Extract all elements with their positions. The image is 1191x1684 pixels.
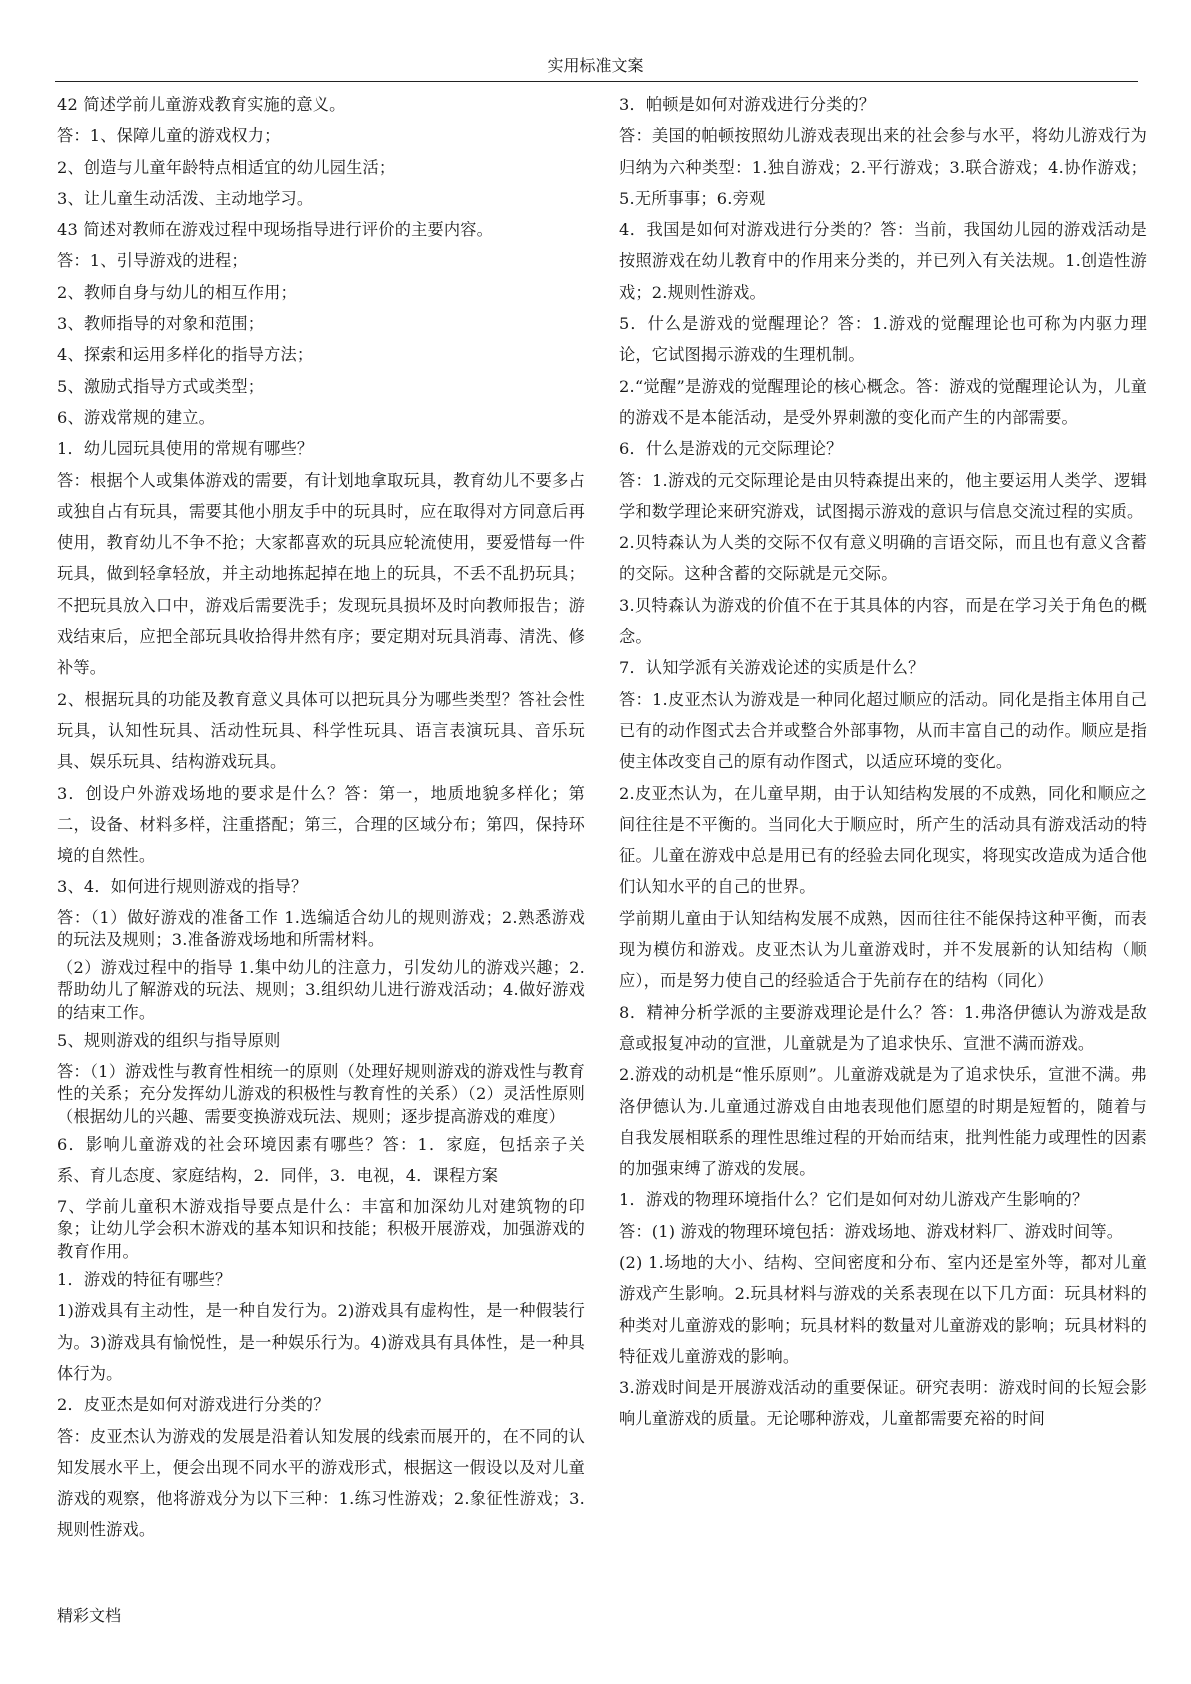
paragraph: 答：根据个人或集体游戏的需要，有计划地拿取玩具，教育幼儿不要多占或独自占有玩具，需要其他小朋友手中的玩具时，应在取得对方同意后再使用，教育幼儿不争不抢；大家都喜欢的玩具应轮流使用，要爱惜每一件玩具，做到轻拿轻放，并主动地拣起掉在地上的玩具，不丢不乱扔玩具；不把玩具放入口中，游戏后需要洗手；发现玩具损坏及时向教师报告；游戏结束后，应把全部玩具收拾得井然有序；要定期对玩具消毒、清洗、修补等。 [57,470,585,678]
page-header-title: 实用标准文案 [547,56,644,75]
paragraph: 1)游戏具有主动性，是一种自发行为。2)游戏具有虚构性，是一种假装行为。3)游戏具有愉悦性，是一种娱乐行为。4)游戏具有具体性，是一种具体行为。 [57,1301,585,1383]
paragraph: 3.贝特森认为游戏的价值不在于其具体的内容，而是在学习关于角色的概念。 [619,595,1147,647]
paragraph: 答：1、保障儿童的游戏权力； [57,126,281,146]
paragraph: 2.“觉醒”是游戏的觉醒理论的核心概念。答：游戏的觉醒理论认为，儿童的游戏不是本能活动，是受外界刺激的变化而产生的内部需要。 [619,376,1147,427]
paragraph: 2、根据玩具的功能及教育意义具体可以把玩具分为哪些类型？答社会性玩具，认知性玩具、活动性玩具、科学性玩具、语言表演玩具、音乐玩具、娱乐玩具、结构游戏玩具。 [57,689,585,772]
paragraph: 6、游戏常规的建立。 [57,407,215,427]
left-column [57,89,585,1589]
paragraph: 5．什么是游戏的觉醒理论？答：1.游戏的觉醒理论也可称为内驱力理论，它试图揭示游戏的生理机制。 [619,314,1147,365]
paragraph: 2、教师自身与幼儿的相互作用； [57,282,297,302]
paragraph: 42 简述学前儿童游戏教育实施的意义。 [57,95,346,114]
paragraph: 6．什么是游戏的元交际理论？ [619,439,843,459]
paragraph: 1．游戏的物理环境指什么？它们是如何对幼儿游戏产生影响的？ [619,1190,1089,1210]
paragraph: 答：（1）做好游戏的准备工作 1.选编适合幼儿的规则游戏；2.熟悉游戏的玩法及规则；3.准备游戏场地和所需材料。 [57,907,585,950]
paragraph: 1．幼儿园玩具使用的常规有哪些？ [57,439,314,459]
paragraph: 2.皮亚杰认为，在儿童早期，由于认知结构发展的不成熟，同化和顺应之间往往是不平衡的。当同化大于顺应时，所产生的活动具有游戏活动的特征。儿童在游戏中总是用已有的经验去同化现实，将现实改造成为适合他们认知水平的自己的世界。 [619,783,1147,897]
paragraph: 6．影响儿童游戏的社会环境因素有哪些？答：1．家庭，包括亲子关系、育儿态度、家庭结构，2．同伴，3．电视，4．课程方案 [57,1135,585,1186]
paragraph: 3、教师指导的对象和范围； [57,314,265,334]
paragraph: 答：皮亚杰认为游戏的发展是沿着认知发展的线索而展开的，在不同的认知发展水平上，便会出现不同水平的游戏形式，根据这一假设以及对儿童游戏的观察，他将游戏分为以下三种：1.练习性游戏；2.象征性游戏；3.规则性游戏。 [57,1426,585,1540]
paragraph: 2．皮亚杰是如何对游戏进行分类的？ [57,1395,330,1415]
paragraph: 7．认知学派有关游戏论述的实质是什么？ [619,658,925,678]
paragraph: 答：1.游戏的元交际理论是由贝特森提出来的，他主要运用人类学、逻辑学和数学理论来研究游戏，试图揭示游戏的意识与信息交流过程的实质。 [619,470,1147,521]
header-divider [55,81,1138,82]
paragraph: 7、学前儿童积木游戏指导要点是什么：丰富和加深幼儿对建筑物的印象；让幼儿学会积木游戏的基本知识和技能；积极开展游戏，加强游戏的教育作用。 [57,1196,585,1261]
paragraph: 43 简述对教师在游戏过程中现场指导进行评价的主要内容。 [57,220,494,240]
paragraph: 4、探索和运用多样化的指导方法； [57,345,314,365]
paragraph: 3、4．如何进行规则游戏的指导？ [57,877,308,897]
paragraph: 4．我国是如何对游戏进行分类的？答：当前，我国幼儿园的游戏活动是按照游戏在幼儿教育中的作用来分类的，并已列入有关法规。1.创造性游戏；2.规则性游戏。 [619,220,1147,302]
paragraph: 答：1.皮亚杰认为游戏是一种同化超过顺应的活动。同化是指主体用自己已有的动作图式去合并或整合外部事物，从而丰富自己的动作。顺应是指使主体改变自己的原有动作图式，以适应环境的变化。 [619,689,1147,772]
paragraph: 5、规则游戏的组织与指导原则 [57,1031,281,1051]
page-footer-text: 精彩文档 [57,1606,122,1625]
paragraph: 答：美国的帕顿按照幼儿游戏表现出来的社会参与水平，将幼儿游戏行为归纳为六种类型：1.独自游戏；2.平行游戏；3.联合游戏；4.协作游戏；5.无所事事；6.旁观 [619,126,1147,208]
paragraph: 3．帕顿是如何对游戏进行分类的？ [619,95,876,114]
paragraph: 2.贝特森认为人类的交际不仅有意义明确的言语交际，而且也有意义含蓄的交际。这种含蓄的交际就是元交际。 [619,533,1147,584]
paragraph: 答：(1) 游戏的物理环境包括：游戏场地、游戏材料厂、游戏时间等。 [619,1221,1124,1241]
paragraph: 3、让儿童生动活泼、主动地学习。 [57,188,314,208]
paragraph: （2）游戏过程中的指导 1.集中幼儿的注意力，引发幼儿的游戏兴趣；2.帮助幼儿了解游戏的玩法、规则；3.组织幼儿进行游戏活动；4.做好游戏的结束工作。 [57,957,585,1022]
right-column [619,89,1147,1589]
paragraph: 1．游戏的特征有哪些？ [57,1270,232,1290]
paragraph: 答：（1）游戏性与教育性相统一的原则（处理好规则游戏的游戏性与教育性的关系；充分发挥幼儿游戏的积极性与教育性的关系）（2）灵活性原则（根据幼儿的兴趣、需要变换游戏玩法、规则；逐步提高游戏的难度） [57,1061,585,1126]
paragraph: 2、创造与儿童年龄特点相适宜的幼儿园生活； [57,157,396,177]
paragraph: 3．创设户外游戏场地的要求是什么？答：第一，地质地貌多样化；第二，设备、材料多样，注重搭配；第三，合理的区域分布；第四，保持环境的自然性。 [57,783,585,866]
paragraph: 3.游戏时间是开展游戏活动的重要保证。研究表明：游戏时间的长短会影响儿童游戏的质量。无论哪种游戏，儿童都需要充裕的时间 [619,1378,1147,1429]
paragraph: 答：1、引导游戏的进程； [57,251,248,271]
paragraph: 学前期儿童由于认知结构发展不成熟，因而往往不能保持这种平衡，而表现为模仿和游戏。皮亚杰认为儿童游戏时，并不发展新的认知结构（顺应），而是努力使自己的经验适合于先前存在的结构（同化） [619,908,1147,991]
paragraph: 2.游戏的动机是“惟乐原则”。儿童游戏就是为了追求快乐，宣泄不满。弗洛伊德认为.儿童通过游戏自由地表现他们愿望的时期是短暂的，随着与自我发展相联系的理性思维过程的开始而结束，批判性能力或理性的因素的加强束缚了游戏的发展。 [619,1065,1147,1179]
paragraph: 8．精神分析学派的主要游戏理论是什么？答：1.弗洛伊德认为游戏是敌意或报复冲动的宣泄，儿童就是为了追求快乐、宣泄不满而游戏。 [619,1002,1147,1053]
paragraph: (2) 1.场地的大小、结构、空间密度和分布、室内还是室外等，都对儿童游戏产生影响。2.玩具材料与游戏的关系表现在以下几方面：玩具材料的种类对儿童游戏的影响；玩具材料的数量对儿童游戏的影响；玩具材料的特征戏儿童游戏的影响。 [619,1252,1147,1366]
paragraph: 5、激励式指导方式或类型； [57,376,265,396]
